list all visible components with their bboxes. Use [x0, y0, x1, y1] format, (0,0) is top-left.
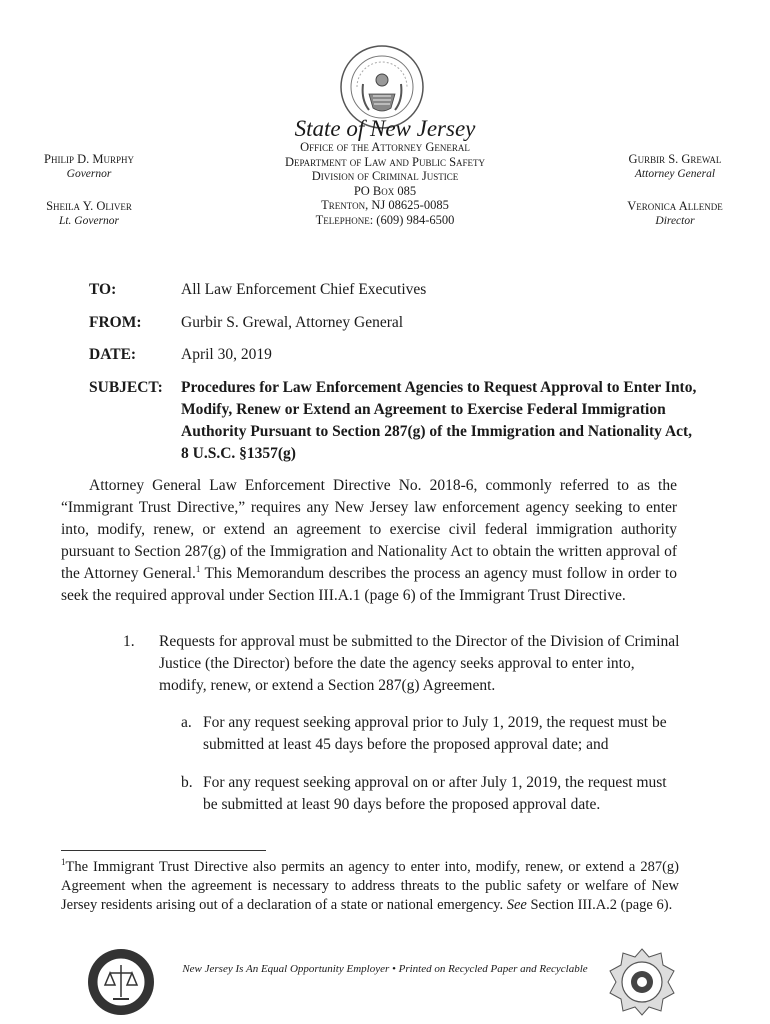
- lt-governor-title: Lt. Governor: [58, 214, 120, 227]
- attorney-general-title: Attorney General: [634, 167, 716, 180]
- director-title: Director: [655, 214, 695, 227]
- justice-badge-icon: [86, 947, 156, 1017]
- to-label: TO:: [89, 281, 117, 298]
- footnote-text: The Immigrant Trust Directive also permits an agency to enter into, modify, renew, or extend a 287(g) Agreement when the agreement is necessary to address threats to the public safety or welfare of New Jersey residents arising out of a declaration of a state or national emergency.: [61, 859, 679, 913]
- governor-block: [0, 152, 178, 228]
- division-name: Division of Criminal Justice: [311, 169, 459, 184]
- police-badge-icon: [607, 947, 677, 1017]
- governor-name: Philip D. Murphy: [44, 152, 134, 166]
- sub-item-letter: b.: [181, 774, 193, 791]
- city-address: Trenton, NJ 08625-0085: [321, 198, 449, 213]
- body-text-part1: Attorney General Law Enforcement Directive No. 2018-6, commonly referred to as the “Immigrant Trust Directive,” requires any New Jersey law enforcement agency seeking to enter into, modify, renew, or extend an agreement to exercise civil federal immigration authority pursuant to Section 287(g) of the Immigration and Nationality Act to obtain the written approval of the Attorney General.: [61, 477, 677, 582]
- date-label: DATE:: [89, 346, 137, 363]
- from-value: Gurbir S. Grewal, Attorney General: [181, 314, 404, 331]
- footnote-divider: [61, 850, 266, 851]
- lt-governor-name: Sheila Y. Oliver: [46, 199, 132, 214]
- director-name: Veronica Allende: [627, 199, 723, 214]
- body-text-part2: This Memorandum describes the process an agency must follow in order to seek the required approval under Section III.A.1 (page 6) of the Immigrant Trust Directive.: [61, 565, 677, 604]
- sub-item-b: [181, 772, 681, 816]
- footnote-reference: 1: [195, 563, 201, 574]
- attorney-general-name: Gurbir S. Grewal: [628, 152, 722, 166]
- list-item-text: Requests for approval must be submitted to the Director of the Division of Criminal Justice (the Director) before the date the agency seeks approval to enter into, modify, renew, or extend a Section 287(g) Agreement.: [159, 633, 680, 694]
- sub-item-letter: a.: [181, 714, 192, 731]
- from-label: FROM:: [89, 314, 142, 331]
- footnote-see: See: [506, 897, 527, 913]
- list-item-1: [123, 631, 683, 697]
- po-box: PO Box 085: [353, 183, 417, 198]
- footnote-mark: 1: [61, 857, 66, 868]
- office-name: Office of the Attorney General: [300, 140, 470, 154]
- subject-label: SUBJECT:: [89, 379, 163, 396]
- governor-title: Governor: [66, 167, 112, 180]
- to-value: All Law Enforcement Chief Executives: [181, 281, 427, 298]
- sub-item-text: For any request seeking approval prior to July 1, 2019, the request must be submitted at least 45 days before the proposed approval date; and: [203, 714, 667, 753]
- telephone: Telephone: (609) 984-6500: [315, 212, 455, 227]
- list-item-number: 1.: [123, 633, 135, 650]
- body-paragraph: [61, 475, 677, 607]
- date-value: April 30, 2019: [181, 346, 272, 363]
- footnote-text-end: Section III.A.2 (page 6).: [526, 897, 673, 913]
- footnote: [61, 858, 679, 915]
- footer-statement: New Jersey Is An Equal Opportunity Employer • Printed on Recycled Paper and Recyclable: [182, 963, 588, 975]
- sub-item-a: [181, 712, 681, 756]
- state-title: State of New Jersey: [294, 116, 476, 141]
- attorney-general-block: [585, 152, 765, 228]
- department-name: Department of Law and Public Safety: [284, 154, 486, 169]
- subject-value: Procedures for Law Enforcement Agencies to Request Approval to Enter Into, Modify, Renew or Extend an Agreement to Exercise Federal Immigration Authority Pursuant to Section 287(g) of the Immigration and Nationality Act, 8 U.S.C. §1357(g): [181, 379, 697, 462]
- sub-item-text: For any request seeking approval on or after July 1, 2019, the request must be submitted at least 90 days before the proposed approval date.: [203, 774, 667, 813]
